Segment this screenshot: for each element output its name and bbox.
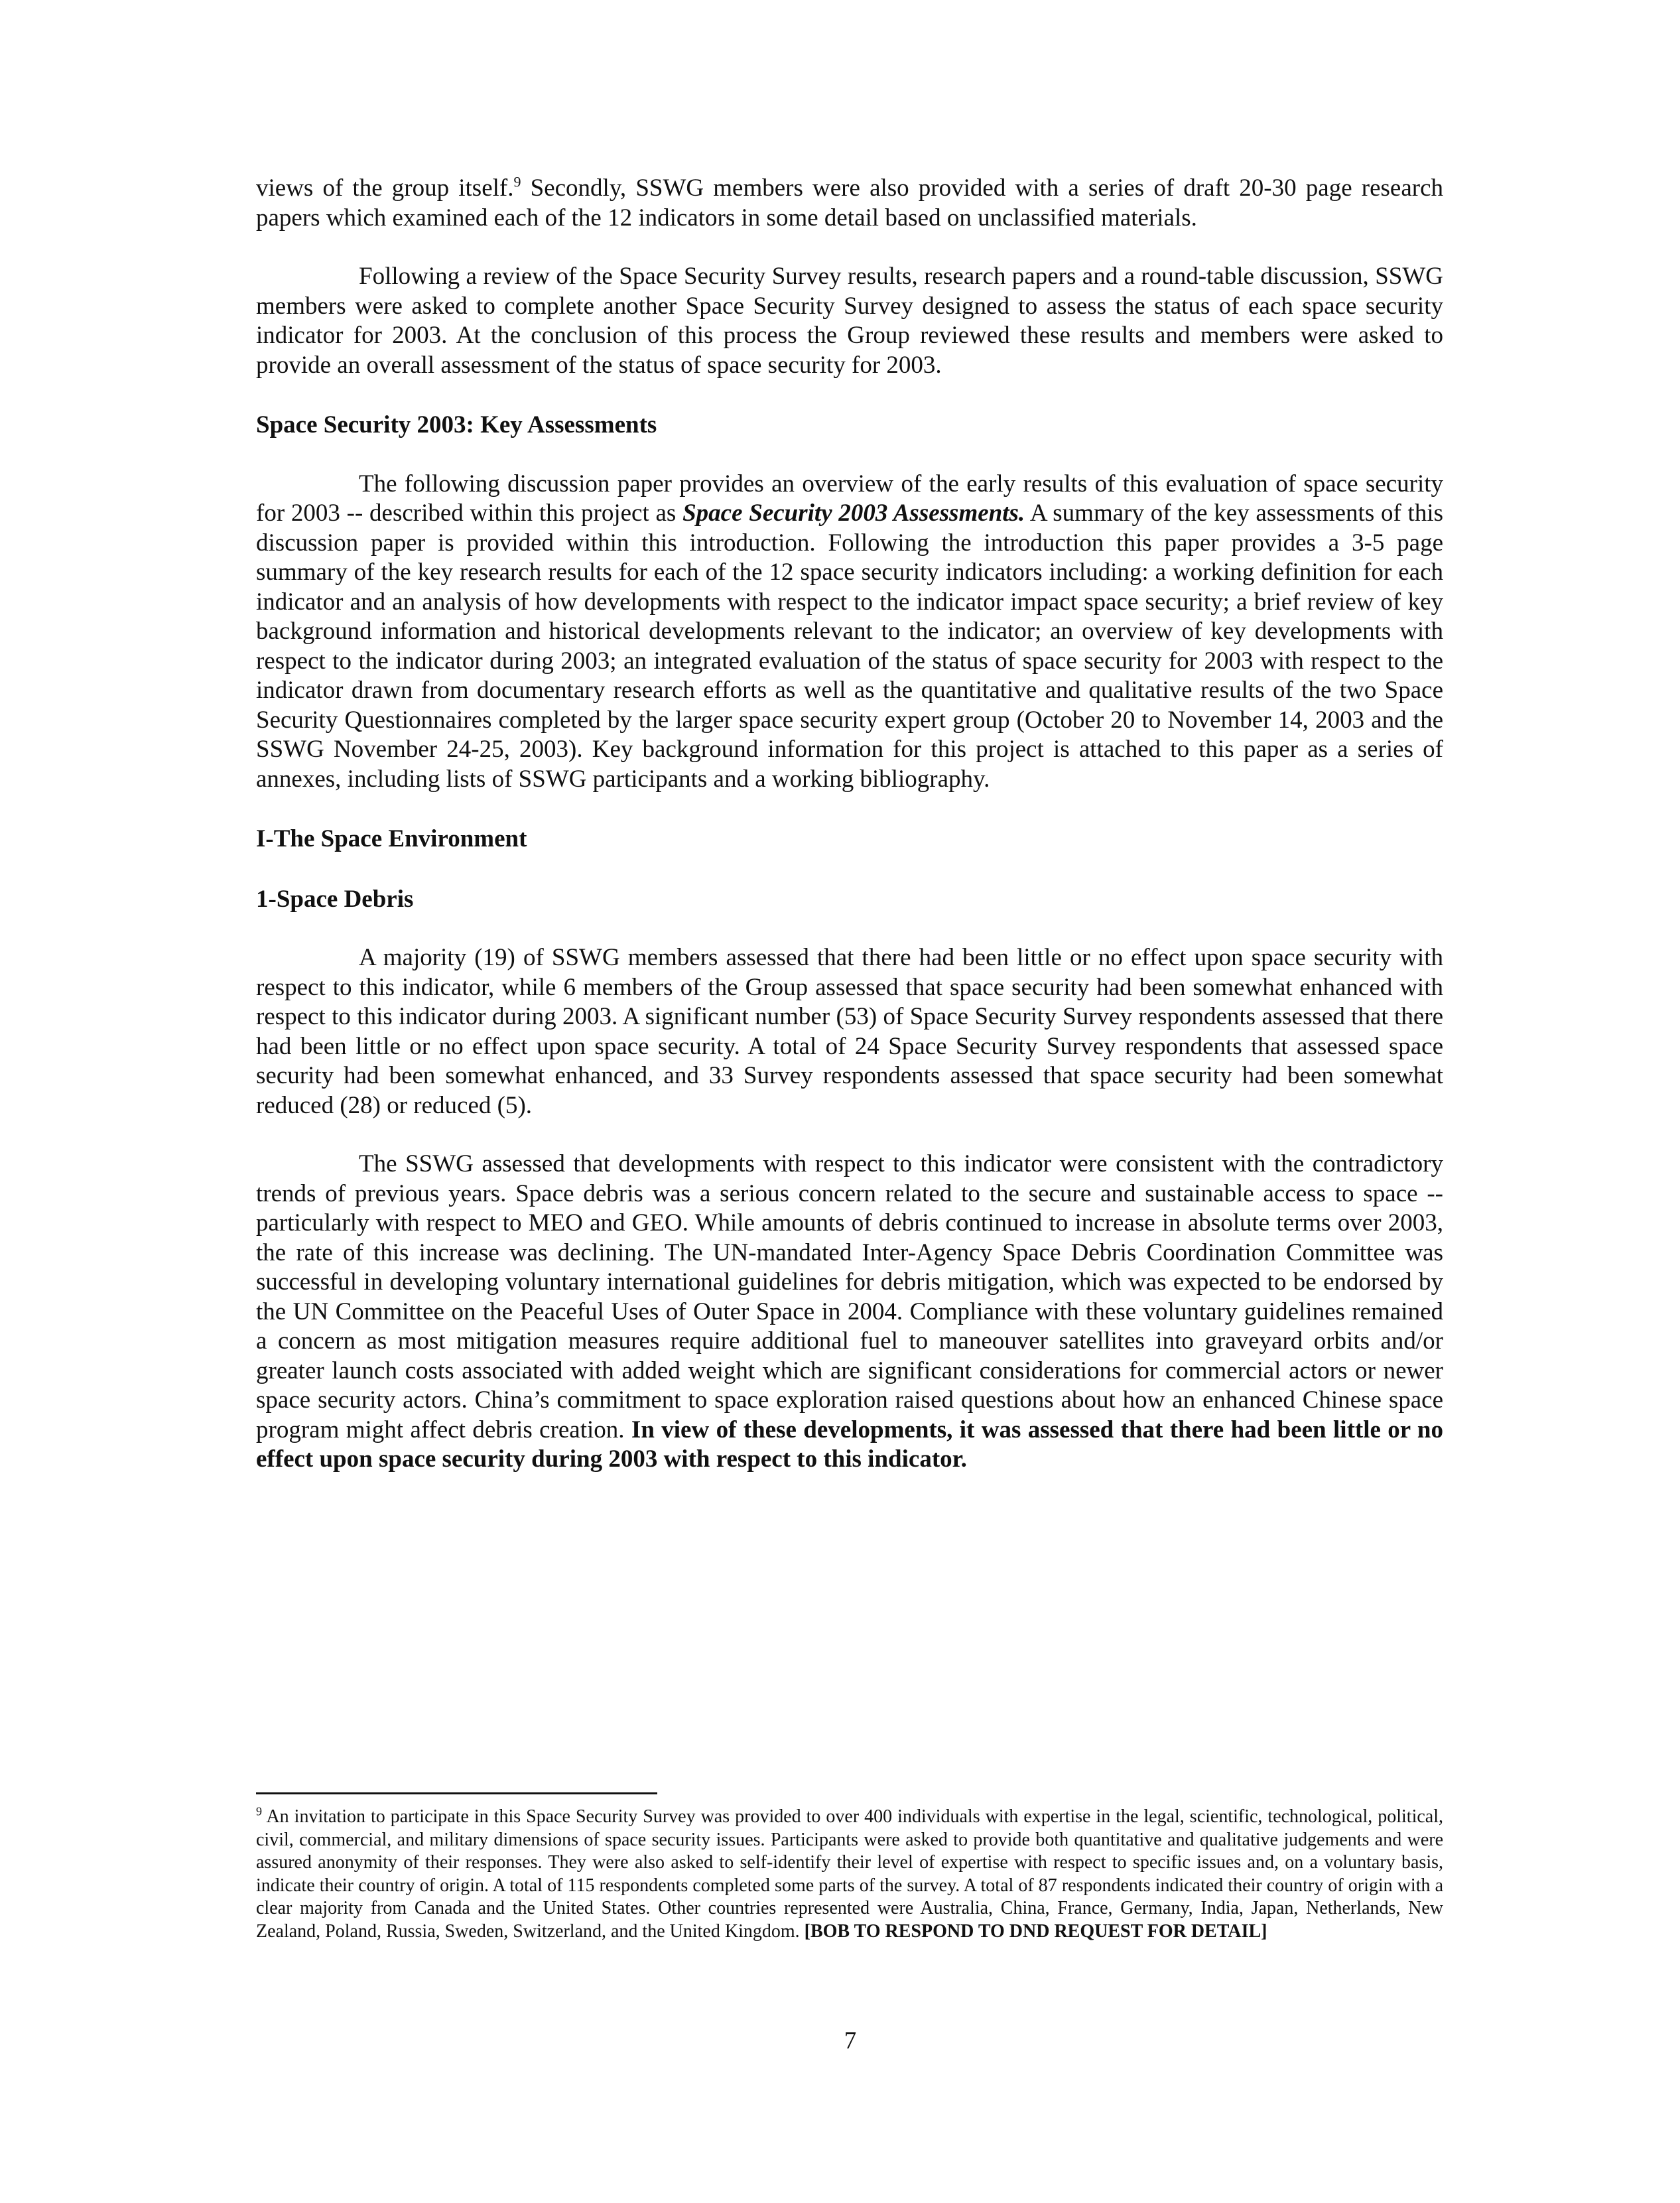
section-heading-space-environment: I-The Space Environment (256, 825, 527, 852)
footnote-editor-note: [BOB TO RESPOND TO DND REQUEST FOR DETAIL] (804, 1920, 1267, 1942)
binding-edge (1650, 0, 1680, 2203)
paragraph-2: Following a review of the Space Security Survey results, research papers and a round-table discussion, SSWG members were asked to complete another Space Security Survey designed to assess the status of each space security indicator for 2003. At the conclusion of this process the Group reviewed these results and members were asked to provide an overall assessment of the status of space security for 2003. (256, 263, 1443, 379)
page-number: 7 (844, 2027, 857, 2054)
paragraph-1: views of the group itself.$^9$ Secondly, SSWG members were also provided with a series of draft 20-30 page research papers which examined each of the 12 indicators in some detail based on unclassified materials. (256, 173, 1443, 232)
emphasis-text: Space Security 2003 Assessments. (682, 500, 1025, 527)
assessment-conclusion: In view of these developments, it was assessed that there had been little or no effect upon space security during 2003 with respect to this indicator. (256, 1416, 1443, 1473)
section-heading-key-assessments: Space Security 2003: Key Assessments (256, 411, 657, 438)
paragraph-4: A majority (19) of SSWG members assessed that there had been little or no effect upon space security with respect to this indicator, while 6 members of the Group assessed that space security had been somewhat enhanced with respect to this indicator during 2003. A significant number (53) of Space Security Survey respondents assessed that there had been little or no effect upon space security. A total of 24 Space Security Survey respondents that assessed space security had been somewhat enhanced, and 33 Survey respondents assessed that space security had been somewhat reduced (28) or reduced (5). (256, 944, 1443, 1119)
footnote-9: $^9$ An invitation to participate in this Space Security Survey was provided to over 400 individuals with expertise in the legal, scientific, technological, political, civil, commercial, and military dimensions of space security issues. Participants were asked to provide both quantitative and qualitative judgements and were assured anonymity of their responses. They were also asked to self-identify their level of expertise with respect to specific issues and, on a voluntary basis, indicate their country of origin. A total of 115 respondents completed some parts of the survey. A total of 87 respondents indicated their country of origin with a clear majority from Canada and the United States. Other countries represented were Australia, China, France, Germany, India, Japan, Netherlands, New Zealand, Poland, Russia, Sweden, Switzerland, and the United Kingdom. [BOB TO RESPOND TO DND REQUEST FOR DETAIL] (256, 1804, 1443, 1942)
paragraph-3: The following discussion paper provides an overview of the early results of this evaluation of space security for 2003 -- described within this project as Space Security 2003 Assessments. A summary of the key assessments of this discussion paper is provided within this introduction. Following the introduction this paper provides a 3-5 page summary of the key research results for each of the 12 space security indicators including: a working definition for each indicator and an analysis of how developments with respect to the indicator impact space security; a brief review of key background information and historical developments relevant to the indicator; an overview of key developments with respect to the indicator during 2003; an integrated evaluation of the status of space security for 2003 with respect to the indicator drawn from documentary research efforts as well as the quantitative and qualitative results of the two Space Security Questionnaires completed by the larger space security expert group (October 20 to November 14, 2003 and the SSWG November 24-25, 2003). Key background information for this project is attached to this paper as a series of annexes, including lists of SSWG participants and a working bibliography. (256, 470, 1443, 793)
footnote-reference[interactable]: 9 (513, 173, 521, 190)
subsection-heading-space-debris: 1-Space Debris (256, 885, 414, 913)
footnote-number: 9 (256, 1804, 262, 1818)
paragraph-5: The SSWG assessed that developments with respect to this indicator were consistent with the contradictory trends of previous years. Space debris was a serious concern related to the secure and sustainable access to space -- particularly with respect to MEO and GEO. While amounts of debris continued to increase in absolute terms over 2003, the rate of this increase was declining. The UN-mandated Inter-Agency Space Debris Coordination Committee was successful in developing voluntary international guidelines for debris mitigation, which was expected to be endorsed by the UN Committee on the Peaceful Uses of Outer Space in 2004. Compliance with these voluntary guidelines remained a concern as most mitigation measures require additional fuel to maneouver satellites into graveyard orbits and/or greater launch costs associated with added weight which are significant considerations for commercial actors or newer space security actors. China’s commitment to space exploration raised questions about how an enhanced Chinese space program might affect debris creation. In view of these developments, it was assessed that there had been little or no effect upon space security during 2003 with respect to this indicator. (256, 1150, 1443, 1473)
footnote-divider (256, 1792, 657, 1794)
body-text (256, 174, 1443, 1475)
